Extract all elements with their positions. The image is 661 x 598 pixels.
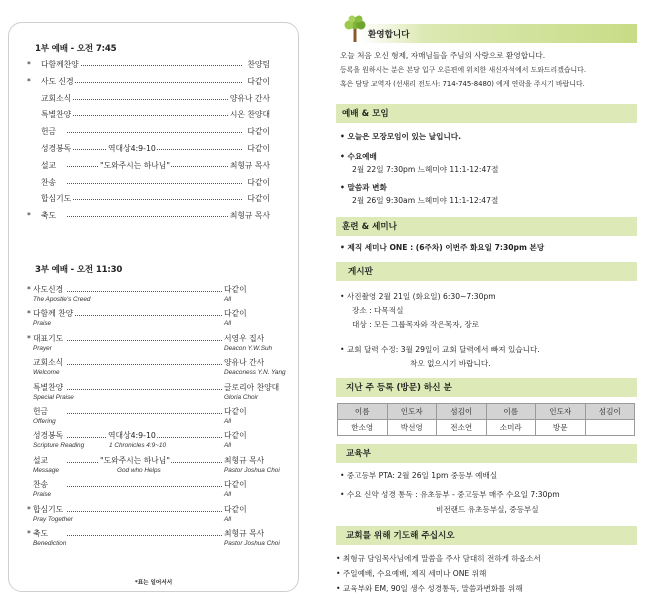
- list-item: [27, 334, 297, 356]
- service-item-english: Special Praise: [33, 393, 74, 401]
- service-leader: 찬양팀: [247, 60, 270, 69]
- board-line5: 착오 없으시기 바랍니다.: [410, 359, 491, 368]
- leader-dots: [67, 486, 222, 487]
- list-item: [27, 143, 282, 154]
- leader-dots: [67, 291, 222, 292]
- education-header: [336, 444, 637, 463]
- service-leader: 시온 찬양대: [229, 110, 270, 120]
- service-leader-english: Deacon Y.W.Suh: [224, 344, 273, 352]
- leader-dots: [67, 99, 242, 100]
- standing-marker: *: [27, 76, 31, 86]
- cell-server-2: [585, 420, 635, 436]
- training-line1: • 제직 세미나 ONE : (6주차) 이번주 화요일 7:30pm 본당: [340, 243, 545, 252]
- service-item-english: Welcome: [33, 369, 60, 377]
- service-leader: 다같이: [247, 127, 270, 137]
- col-server-1: 섬김이: [437, 404, 487, 420]
- service-leader: 다같이: [224, 407, 247, 416]
- service-item: 대표기도: [33, 333, 64, 343]
- list-item: [27, 383, 297, 405]
- standing-marker: *: [27, 60, 31, 69]
- standing-marker: *: [27, 333, 31, 343]
- welcome-header: [336, 24, 637, 43]
- service-leader: 양유나 간사: [224, 358, 265, 368]
- service-leader-english: All: [224, 418, 232, 425]
- worship-header: [336, 104, 637, 123]
- training-title: 훈련 & 세미나: [342, 222, 397, 232]
- board-line1: • 사진촬영 2월 21일 (화요일) 6:30~7:30pm: [340, 292, 496, 301]
- leader-dots: [67, 82, 242, 83]
- service-leader: 서영우 집사: [224, 333, 265, 343]
- list-item: [27, 358, 297, 380]
- prayer-header: [336, 526, 637, 545]
- service-leader: 글로리아 찬양대: [224, 382, 280, 392]
- service-leader: 최형규 목사: [229, 211, 270, 221]
- service-item: 헌금: [41, 127, 57, 137]
- welcome-title: 환영합니다: [368, 30, 410, 40]
- cell-name-1: 한소영: [338, 420, 388, 436]
- service-leader: 다같이: [247, 194, 270, 204]
- service-item: 사도 신경: [41, 76, 74, 86]
- service-leader: 다같이: [247, 177, 270, 187]
- col-leader-2: 인도자: [536, 404, 586, 420]
- worship-line1: • 오늘은 모장모임이 있는 날입니다.: [340, 132, 462, 141]
- cell-leader-2: 방문: [536, 420, 586, 436]
- registration-title: 지난 주 등록 (방문) 하신 분: [346, 383, 452, 393]
- leader-dots: [67, 364, 222, 365]
- list-item: [27, 431, 297, 453]
- col-leader-1: 인도자: [387, 404, 437, 420]
- registration-header: [336, 378, 637, 397]
- education-line2: • 수요 신약 성경 통독 : 유초등부 - 중고등부 매주 수요일 7:30pm: [340, 490, 560, 499]
- leader-dots: [67, 183, 242, 184]
- service-item: 다함께 찬양: [33, 309, 74, 319]
- worship-line2: • 수요예배: [340, 152, 377, 161]
- leader-dots: [67, 535, 222, 536]
- table-row: [338, 420, 635, 436]
- service-item-english: Message: [33, 466, 59, 474]
- service-item: 헌금: [33, 407, 49, 416]
- service-leader: 다같이: [224, 431, 247, 441]
- leader-dots: [67, 340, 222, 341]
- standing-footnote: *표는 일어서서: [134, 580, 173, 586]
- list-item: [27, 160, 282, 171]
- standing-marker: *: [27, 504, 31, 514]
- registration-table: [337, 403, 635, 436]
- worship-title: 예배 & 모임: [342, 109, 389, 119]
- welcome-line1: 오늘 처음 오신 형제, 자매님들을 주님의 사랑으로 환영합니다.: [340, 51, 546, 60]
- service-leader: 양유나 간사: [229, 93, 270, 103]
- training-header: [336, 217, 637, 236]
- list-item: [27, 177, 282, 188]
- service-leader: 다같이: [224, 285, 247, 294]
- service-leader: 다같이: [224, 480, 247, 490]
- service-item: 축도: [41, 211, 57, 221]
- list-item: [27, 285, 297, 307]
- service-item: 합심기도: [33, 504, 64, 514]
- list-item: [27, 109, 282, 120]
- service-item: 축도: [33, 529, 49, 538]
- table-header-row: [338, 404, 635, 420]
- list-item: [27, 76, 282, 87]
- standing-marker: *: [27, 529, 31, 538]
- service1-title: 1부 예배 - 오전 7:45: [35, 44, 117, 54]
- education-line3: 비전랜드 유초등부실, 중등부실: [436, 505, 539, 514]
- service-detail: 역대상4:9-10: [108, 431, 156, 441]
- col-name-1: 이름: [338, 404, 388, 420]
- service-item-english: Prayer: [33, 344, 52, 352]
- service-item: 다함께찬양: [41, 60, 79, 69]
- cell-server-1: 전소연: [437, 420, 487, 436]
- service-leader: 다같이: [247, 144, 270, 153]
- standing-marker: *: [27, 211, 31, 221]
- list-item: [27, 505, 297, 527]
- welcome-line2: 등록을 원하시는 분은 본당 입구 오른편에 위치한 새신자석에서 도와드리겠습니다.: [340, 66, 587, 74]
- tree-icon: [342, 13, 368, 43]
- cell-leader-1: 박선영: [387, 420, 437, 436]
- list-item: [27, 407, 297, 429]
- service-item: 찬송: [33, 480, 49, 490]
- list-item: [27, 93, 282, 104]
- service-leader-english: Gloria Choir: [224, 393, 259, 401]
- order-of-worship-card: [8, 22, 299, 592]
- service-detail-english: 1 Chronicles 4:9~10: [109, 442, 167, 450]
- list-item: [27, 193, 282, 204]
- service-item: 사도신경: [33, 285, 64, 294]
- service-item: 특별찬양: [33, 382, 64, 392]
- service-leader: 최형규 목사: [224, 529, 265, 538]
- service-leader-english: Pastor Joshua Choi: [224, 540, 280, 547]
- list-item: [27, 480, 297, 502]
- col-server-2: 섬김이: [585, 404, 635, 420]
- service-leader-english: All: [224, 320, 232, 328]
- service-leader: 최형규 목사: [224, 455, 265, 465]
- list-item: [27, 59, 282, 70]
- standing-marker: *: [27, 285, 31, 294]
- service-leader: 다같이: [247, 76, 270, 86]
- service-detail: "도와주시는 하나님": [100, 160, 170, 170]
- board-title: 게시판: [348, 267, 373, 277]
- leader-dots: [67, 115, 242, 116]
- service-leader-english: All: [224, 491, 232, 499]
- service3-title: 3부 예배 - 오전 11:30: [35, 265, 123, 275]
- leader-dots: [67, 65, 242, 66]
- service-item-english: Pray Together: [33, 515, 73, 523]
- service-leader: 최형규 목사: [229, 160, 270, 170]
- leader-dots: [67, 199, 242, 200]
- service-item: 성경봉독: [33, 431, 64, 441]
- service-item-english: Praise: [33, 320, 52, 328]
- service-item: 특별찬양: [41, 110, 72, 120]
- service-item-english: The Apostle's Creed: [33, 296, 91, 303]
- list-item: [27, 456, 297, 478]
- list-item: [27, 529, 297, 551]
- list-item: [27, 309, 297, 331]
- worship-line4: • 말씀과 변화: [340, 183, 387, 192]
- service-item: 성경봉독: [41, 144, 72, 153]
- prayer-line1: • 최형규 담임목사님에게 말씀을 주사 담대히 전하게 하옵소서: [336, 554, 541, 563]
- service-leader-english: All: [224, 515, 232, 523]
- service-detail: "도와주시는 하나님": [100, 455, 170, 465]
- service-leader: 다같이: [224, 309, 247, 319]
- education-line1: • 중고등부 PTA: 2월 26일 1pm 중등부 예배실: [340, 471, 498, 480]
- leader-dots: [67, 511, 222, 512]
- service-leader-english: All: [224, 442, 232, 450]
- leader-dots: [67, 216, 242, 217]
- service-item-english: Praise: [33, 491, 52, 499]
- service-item: 설교: [33, 455, 49, 465]
- list-item: [27, 126, 282, 137]
- service-detail: 역대상4:9-10: [108, 144, 156, 153]
- service-leader: 다같이: [224, 504, 247, 514]
- service-item-english: Offering: [33, 418, 56, 425]
- service-leader-english: Deaconess Y.N. Yang: [224, 369, 286, 377]
- service-item: 합심기도: [41, 194, 72, 204]
- worship-line5: 2월 26일 9:30am 느헤미야 11:1-12:47절: [352, 196, 499, 205]
- leader-dots: [67, 132, 242, 133]
- welcome-line3: 혹은 담당 교역자 (선새리 전도사: 714-745-8480) 에게 연락을 주시기 바랍니다.: [340, 80, 585, 88]
- service-item-english: Scripture Reading: [33, 442, 85, 450]
- board-header: [336, 262, 637, 281]
- service-detail-english: God who Helps: [117, 466, 161, 474]
- service-item: 설교: [41, 160, 57, 170]
- list-item: [27, 210, 282, 221]
- leader-dots: [67, 389, 222, 390]
- service-item: 교회소식: [33, 358, 64, 368]
- prayer-title: 교회를 위해 기도해 주십시오: [346, 531, 455, 541]
- prayer-line2: • 주일예배, 수요예배, 제직 세미나 ONE 위해: [336, 569, 487, 578]
- standing-marker: *: [27, 309, 31, 319]
- service-item-english: Benediction: [33, 540, 67, 547]
- board-line4: • 교회 달력 수정: 3월 29일이 교회 달력에서 빠져 있습니다.: [340, 345, 540, 354]
- worship-line3: 2월 22일 7:30pm 느헤미야 11:1-12:47절: [352, 165, 499, 174]
- service-leader-english: All: [224, 296, 232, 303]
- service-item: 교회소식: [41, 93, 72, 103]
- prayer-line3: • 교육부와 EM, 90일 생수 성경통독, 말씀과변화를 위해: [336, 584, 523, 593]
- col-name-2: 이름: [486, 404, 536, 420]
- board-line2: 장소 : 다목적실: [352, 306, 404, 315]
- service-leader-english: Pastor Joshua Choi: [224, 466, 280, 474]
- cell-name-2: 소미라: [486, 420, 536, 436]
- service-item: 찬송: [41, 177, 57, 187]
- education-title: 교육부: [346, 449, 371, 459]
- leader-dots: [67, 413, 222, 414]
- leader-dots: [67, 315, 222, 316]
- board-line3: 대상 : 모든 그룹목자와 작은목자, 장로: [352, 320, 480, 329]
